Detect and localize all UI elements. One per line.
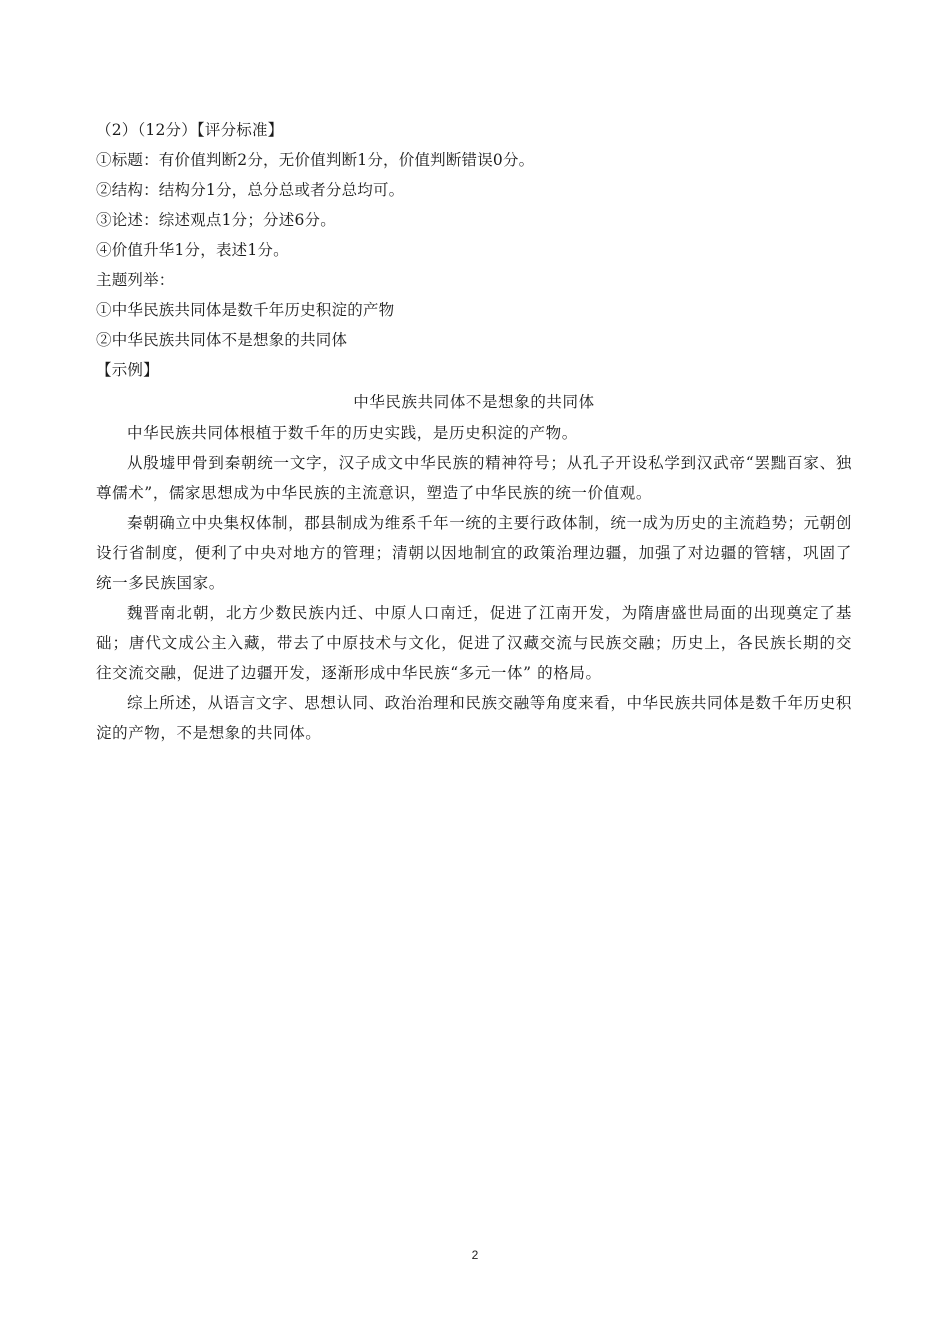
example-paragraph-5: 综上所述，从语言文字、思想认同、政治治理和民族交融等角度来看，中华民族共同体是数千年历史积淀的产物，不是想象的共同体。	[96, 694, 852, 742]
criterion-structure: ②结构：结构分1分，总分总或者分总均可。	[96, 181, 405, 199]
example-title: 中华民族共同体不是想象的共同体	[353, 393, 595, 411]
topic-item: ②中华民族共同体不是想象的共同体	[96, 331, 348, 349]
example-paragraph-1: 中华民族共同体根植于数千年的历史实践，是历史积淀的产物。	[127, 424, 578, 442]
criterion-sublimation: ④价值升华1分，表述1分。	[96, 241, 289, 259]
page-number: 2	[471, 1248, 479, 1262]
criterion-title: ①标题：有价值判断2分，无价值判断1分，价值判断错误0分。	[96, 151, 535, 169]
criterion-argument: ③论述：综述观点1分；分述6分。	[96, 211, 336, 229]
example-paragraph-4: 魏晋南北朝，北方少数民族内迁、中原人口南迁，促进了江南开发，为隋唐盛世局面的出现奠定了基础；唐代文成公主入藏，带去了中原技术与文化，促进了汉藏交流与民族交融；历史上，各民族长期的交往交流交融，促进了边疆开发，逐渐形成中华民族“多元一体” 的格局。	[96, 604, 852, 682]
section-heading: （2）（12分）【评分标准】	[96, 121, 284, 139]
topics-label: 主题列举：	[96, 271, 175, 289]
example-label: 【示例】	[96, 361, 159, 379]
example-paragraph-2: 从殷墟甲骨到秦朝统一文字，汉子成文中华民族的精神符号；从孔子开设私学到汉武帝“罢黜百家、独尊儒术”，儒家思想成为中华民族的主流意识，塑造了中华民族的统一价值观。	[96, 454, 852, 502]
topic-item: ①中华民族共同体是数千年历史积淀的产物	[96, 301, 395, 319]
example-paragraph-3: 秦朝确立中央集权体制，郡县制成为维系千年一统的主要行政体制，统一成为历史的主流趋势；元朝创设行省制度，便利了中央对地方的管理；清朝以因地制宜的政策治理边疆，加强了对边疆的管辖，巩固了统一多民族国家。	[96, 514, 852, 592]
